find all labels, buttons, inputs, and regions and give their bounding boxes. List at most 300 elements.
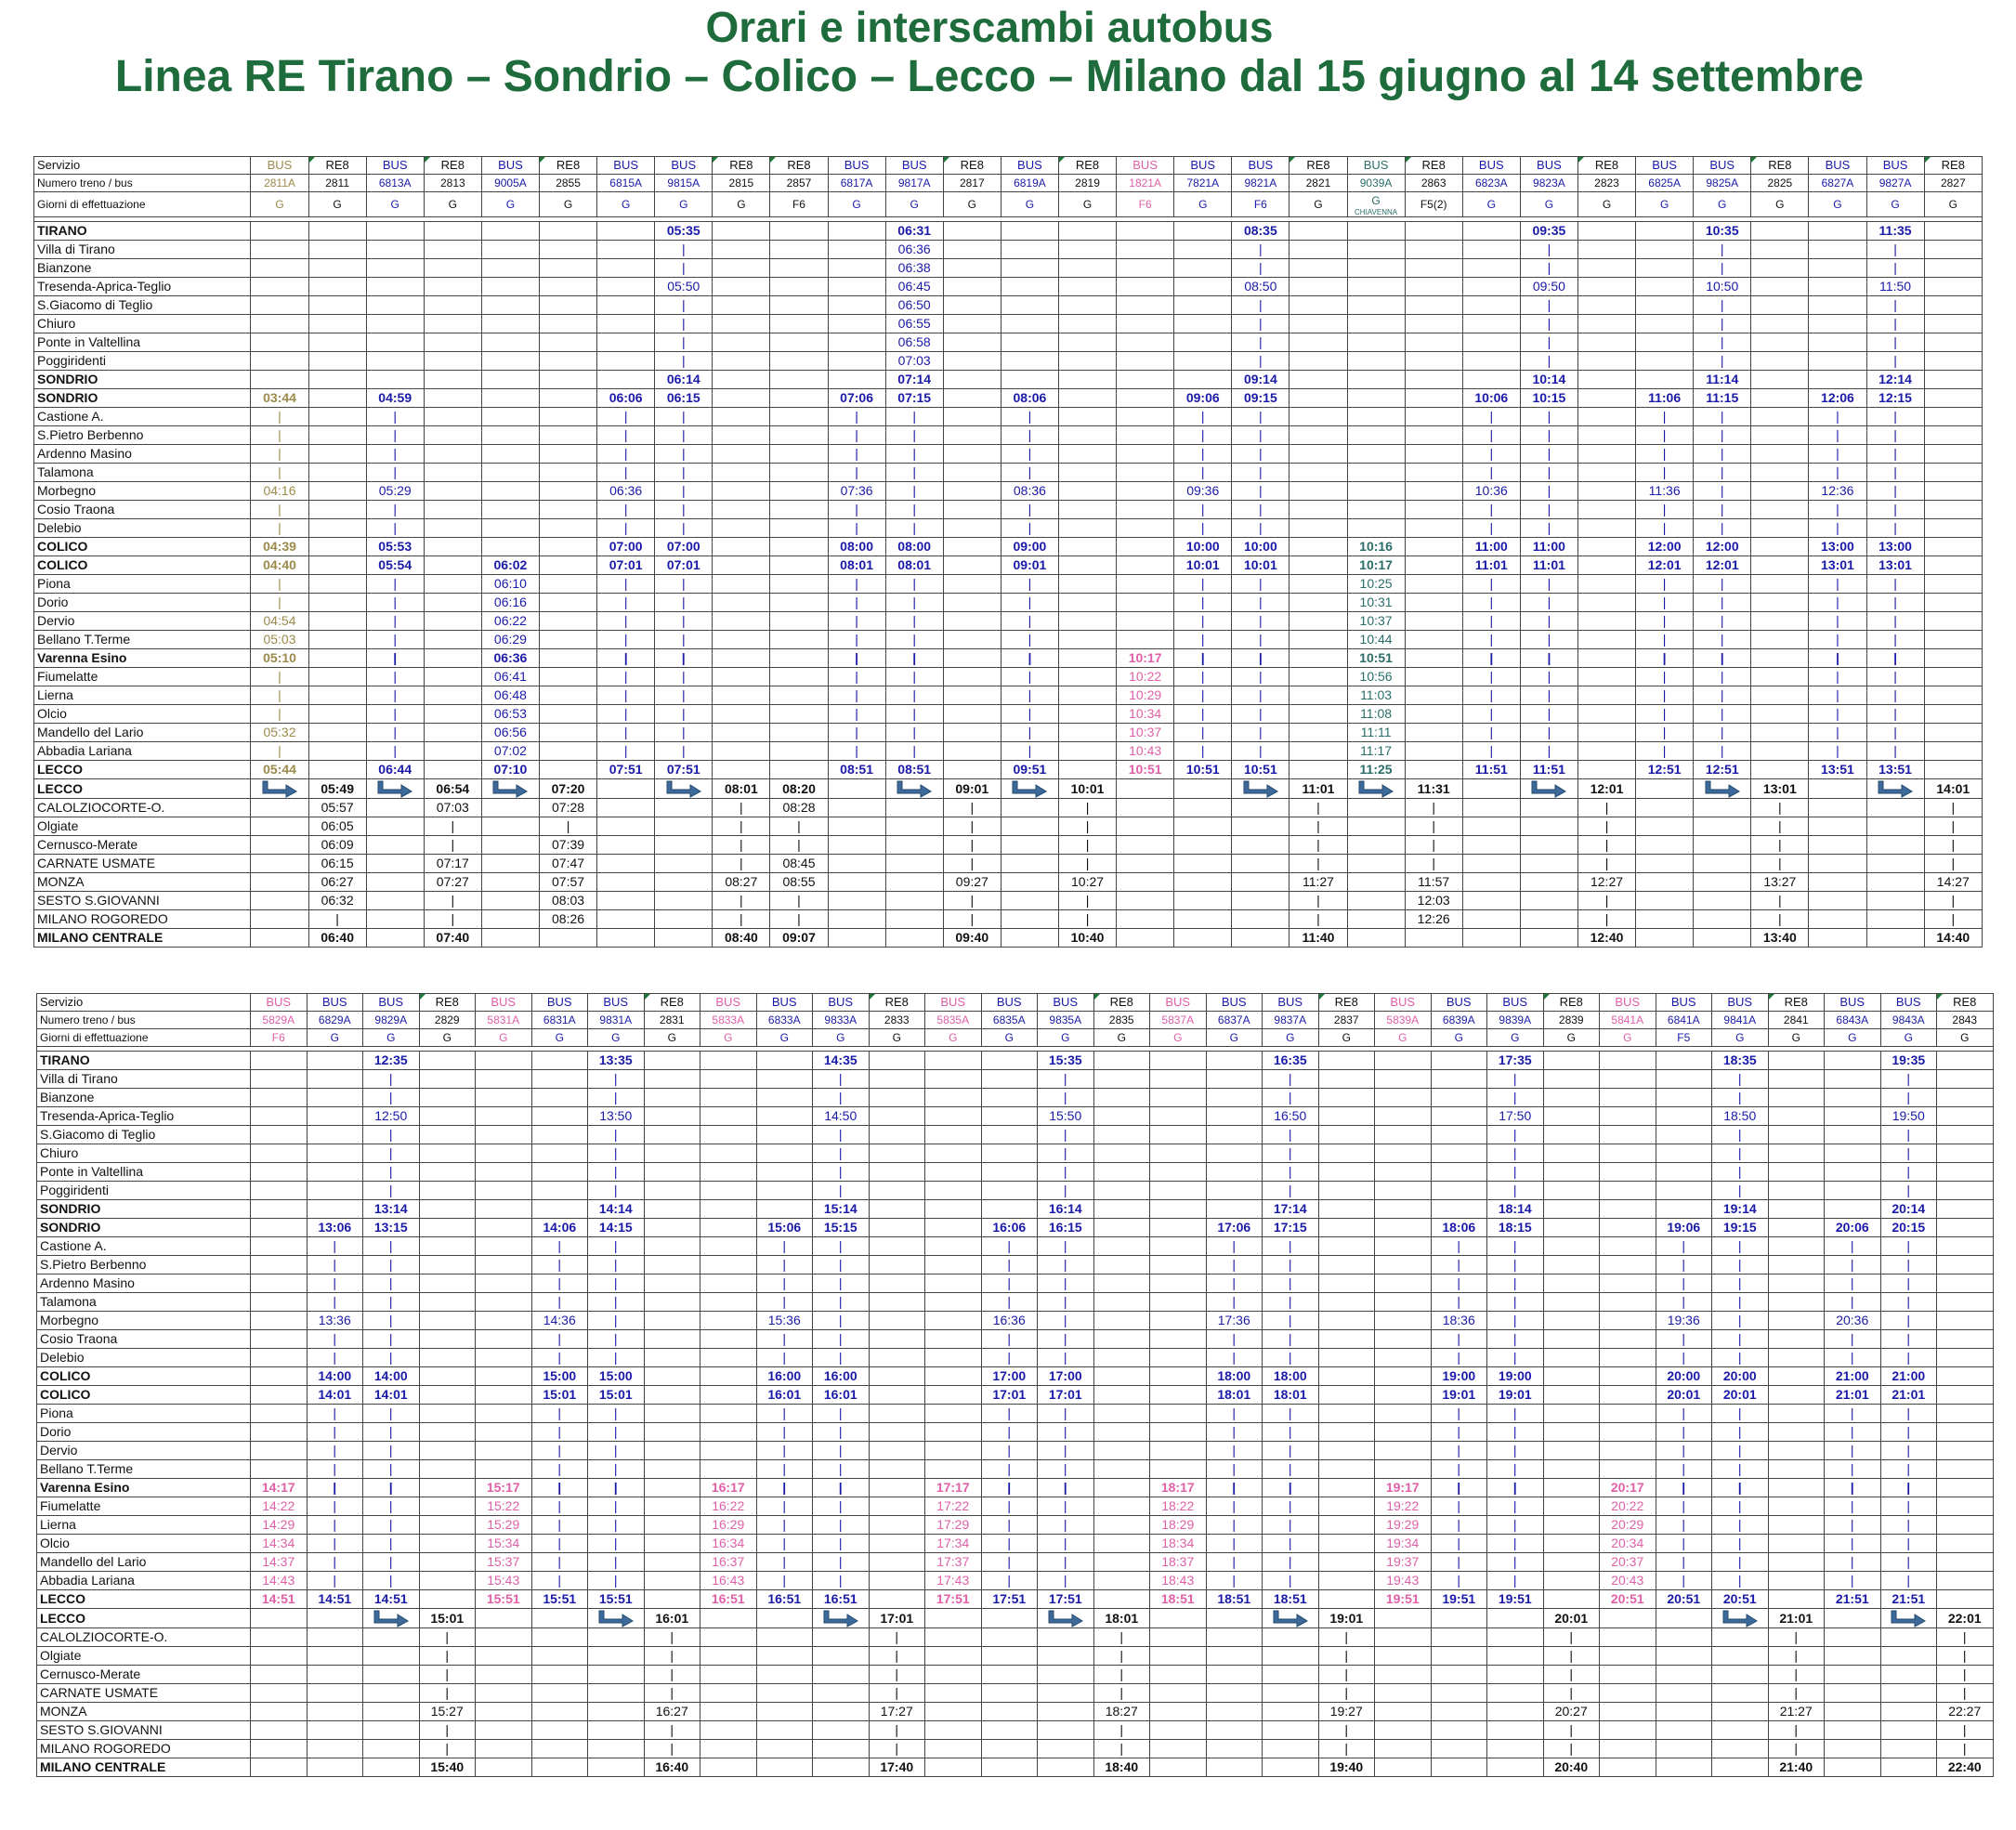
header-cell xyxy=(1405,175,1462,192)
time-cell xyxy=(1768,1200,1825,1219)
time-cell: 09:00 xyxy=(1001,538,1058,556)
header-value: BUS xyxy=(828,995,854,1009)
time-cell: 11:51 xyxy=(1462,761,1520,779)
header-cell xyxy=(1825,1012,1881,1029)
time-cell: | xyxy=(713,799,770,817)
time-cell xyxy=(1206,1089,1263,1107)
time-cell xyxy=(476,1330,532,1349)
time-cell: | xyxy=(756,1293,813,1312)
time-cell: | xyxy=(813,1089,870,1107)
time-cell xyxy=(251,1628,308,1647)
time-cell xyxy=(943,464,1001,482)
time-cell xyxy=(1117,501,1174,519)
time-cell: | xyxy=(1880,1349,1937,1367)
time-cell: | xyxy=(597,445,655,464)
station-name: CARNATE USMATE xyxy=(37,1684,251,1703)
time-cell xyxy=(770,445,828,464)
time-cell xyxy=(1150,1442,1207,1460)
time-cell xyxy=(1206,1163,1263,1182)
time-cell xyxy=(1577,241,1635,259)
time-cell: 06:15 xyxy=(655,389,713,408)
time-cell: 17:37 xyxy=(925,1553,982,1572)
time-cell xyxy=(597,222,655,241)
time-cell xyxy=(1543,1423,1600,1442)
time-cell: 08:40 xyxy=(713,929,770,948)
time-cell xyxy=(539,705,596,724)
time-cell xyxy=(770,333,828,352)
time-cell xyxy=(1924,389,1982,408)
time-cell: 19:50 xyxy=(1880,1107,1937,1126)
time-cell xyxy=(1520,855,1577,873)
time-cell xyxy=(1058,724,1116,742)
time-cell xyxy=(770,464,828,482)
header-value: RE8 xyxy=(440,158,465,172)
time-cell: | xyxy=(1866,408,1924,426)
header-value: 9835A xyxy=(1049,1013,1082,1026)
station-name: Dorio xyxy=(37,1423,251,1442)
time-cell: | xyxy=(1058,892,1116,910)
station-row xyxy=(34,855,1983,873)
header-cell xyxy=(363,1012,420,1029)
time-cell: | xyxy=(1431,1349,1487,1367)
time-cell xyxy=(476,1070,532,1089)
time-cell: 06:14 xyxy=(655,371,713,389)
time-cell xyxy=(1405,538,1462,556)
time-cell xyxy=(481,892,539,910)
time-cell xyxy=(655,855,713,873)
time-cell: | xyxy=(1712,1460,1769,1479)
time-cell xyxy=(869,1479,925,1497)
time-cell xyxy=(363,1703,420,1721)
time-cell xyxy=(1117,482,1174,501)
time-cell xyxy=(1462,278,1520,296)
time-cell xyxy=(1318,1535,1375,1553)
time-cell: 14:00 xyxy=(307,1367,363,1386)
header-value: G xyxy=(1061,1031,1070,1044)
time-cell: 12:51 xyxy=(1636,761,1694,779)
time-cell xyxy=(1577,686,1635,705)
station-name: Delebio xyxy=(34,519,251,538)
time-cell xyxy=(1694,799,1751,817)
time-cell: | xyxy=(1866,464,1924,482)
time-cell xyxy=(925,1367,982,1386)
station-row xyxy=(37,1721,1994,1740)
time-cell xyxy=(644,1182,700,1200)
time-cell: | xyxy=(1487,1349,1544,1367)
time-cell: | xyxy=(1405,799,1462,817)
time-cell: 04:40 xyxy=(251,556,308,575)
connection-arrow-icon xyxy=(1010,779,1049,798)
time-cell xyxy=(1924,333,1982,352)
header-cell xyxy=(307,994,363,1012)
header-cell xyxy=(1117,157,1174,175)
time-cell: | xyxy=(770,836,828,855)
time-cell: | xyxy=(588,1349,645,1367)
time-cell xyxy=(251,1349,308,1367)
time-cell: | xyxy=(588,1572,645,1590)
time-cell xyxy=(308,445,366,464)
time-cell xyxy=(1768,1089,1825,1107)
header-cell xyxy=(1751,157,1809,175)
time-cell xyxy=(1543,1497,1600,1516)
header-cell xyxy=(251,157,308,175)
time-cell: | xyxy=(307,1405,363,1423)
header-value: BUS xyxy=(1363,158,1389,172)
time-cell xyxy=(1543,1460,1600,1479)
time-cell xyxy=(925,1144,982,1163)
header-cell xyxy=(756,1029,813,1047)
time-cell: | xyxy=(770,910,828,929)
station-name: Lierna xyxy=(37,1516,251,1535)
time-cell: 10:35 xyxy=(1694,222,1751,241)
time-cell xyxy=(925,1274,982,1293)
time-cell: 20:51 xyxy=(1712,1590,1769,1609)
station-row xyxy=(34,556,1983,575)
time-cell: | xyxy=(756,1442,813,1460)
station-name: Chiuro xyxy=(34,315,251,333)
time-cell xyxy=(700,1256,757,1274)
time-cell xyxy=(1462,371,1520,389)
time-cell xyxy=(1751,222,1809,241)
time-cell: | xyxy=(531,1516,588,1535)
time-cell xyxy=(363,1628,420,1647)
time-cell xyxy=(1058,241,1116,259)
time-cell xyxy=(700,1293,757,1312)
time-cell xyxy=(700,1628,757,1647)
time-cell: | xyxy=(1038,1553,1094,1572)
time-cell: 19:01 xyxy=(1318,1609,1375,1628)
time-cell xyxy=(1347,426,1405,445)
time-cell: | xyxy=(366,705,424,724)
time-cell xyxy=(1543,1442,1600,1460)
time-cell xyxy=(1318,1442,1375,1460)
time-cell xyxy=(700,1219,757,1237)
header-value: RE8 xyxy=(1784,995,1808,1009)
time-cell xyxy=(1656,1684,1712,1703)
time-cell: 06:31 xyxy=(885,222,943,241)
time-cell: 11:11 xyxy=(1347,724,1405,742)
time-cell: 15:34 xyxy=(476,1535,532,1553)
time-cell xyxy=(1405,761,1462,779)
time-cell xyxy=(1937,1349,1994,1367)
time-cell xyxy=(531,1647,588,1666)
time-cell xyxy=(1577,631,1635,649)
time-cell: | xyxy=(588,1089,645,1107)
time-cell: | xyxy=(1058,836,1116,855)
header-value: G xyxy=(1229,1031,1238,1044)
time-cell xyxy=(644,1386,700,1405)
header-value: 2855 xyxy=(556,176,581,190)
time-cell: | xyxy=(1543,1647,1600,1666)
time-cell xyxy=(476,1349,532,1367)
time-cell xyxy=(1487,1647,1544,1666)
time-cell xyxy=(1174,817,1232,836)
time-cell xyxy=(597,333,655,352)
time-cell: | xyxy=(366,575,424,594)
time-cell xyxy=(251,1721,308,1740)
time-cell: | xyxy=(1712,1312,1769,1330)
time-cell xyxy=(943,631,1001,649)
header-value: 2841 xyxy=(1783,1013,1809,1026)
time-cell xyxy=(1347,259,1405,278)
station-row xyxy=(34,742,1983,761)
time-cell: | xyxy=(1206,1479,1263,1497)
time-cell xyxy=(251,1237,308,1256)
time-cell: 18:51 xyxy=(1206,1590,1263,1609)
header-row xyxy=(37,1029,1994,1047)
time-cell xyxy=(1636,259,1694,278)
time-cell xyxy=(476,1200,532,1219)
time-cell: | xyxy=(655,426,713,445)
time-cell: | xyxy=(597,742,655,761)
time-cell xyxy=(307,1647,363,1666)
header-value: 6837A xyxy=(1217,1013,1250,1026)
time-cell: | xyxy=(756,1274,813,1293)
time-cell xyxy=(363,1684,420,1703)
time-cell xyxy=(1751,724,1809,742)
time-cell: 16:51 xyxy=(700,1590,757,1609)
time-cell xyxy=(1577,742,1635,761)
time-cell xyxy=(424,296,481,315)
time-cell xyxy=(476,1647,532,1666)
time-cell: | xyxy=(424,892,481,910)
header-value: 9831A xyxy=(599,1013,633,1026)
time-cell: 11:01 xyxy=(1462,556,1520,575)
time-cell xyxy=(770,501,828,519)
time-cell xyxy=(756,1703,813,1721)
header-cell xyxy=(943,175,1001,192)
time-cell: | xyxy=(981,1274,1038,1293)
header-value: 2833 xyxy=(884,1013,910,1026)
time-cell: 10:31 xyxy=(1347,594,1405,612)
time-cell: | xyxy=(419,1666,476,1684)
time-cell: | xyxy=(1768,1647,1825,1666)
header-value: G xyxy=(390,198,399,211)
header-value: BUS xyxy=(1053,995,1079,1009)
time-cell xyxy=(1405,594,1462,612)
time-cell xyxy=(943,315,1001,333)
time-cell xyxy=(1058,408,1116,426)
header-value: G xyxy=(1659,198,1669,211)
time-cell xyxy=(476,1666,532,1684)
time-cell: | xyxy=(363,1126,420,1144)
time-cell xyxy=(1117,873,1174,892)
time-cell xyxy=(1174,910,1232,929)
time-cell xyxy=(531,1628,588,1647)
time-cell: | xyxy=(869,1647,925,1666)
time-cell: | xyxy=(251,445,308,464)
time-cell xyxy=(869,1144,925,1163)
header-value: RE8 xyxy=(1768,158,1792,172)
time-cell: | xyxy=(813,1293,870,1312)
time-cell: | xyxy=(597,686,655,705)
time-cell xyxy=(943,278,1001,296)
time-cell: | xyxy=(251,686,308,705)
time-cell: 09:27 xyxy=(943,873,1001,892)
time-cell: | xyxy=(1058,910,1116,929)
time-cell: 10:01 xyxy=(1058,779,1116,799)
time-cell xyxy=(1289,594,1347,612)
time-cell xyxy=(1347,482,1405,501)
time-cell: | xyxy=(363,1442,420,1460)
time-cell: 19:00 xyxy=(1431,1367,1487,1386)
time-cell: | xyxy=(1880,1479,1937,1497)
header-value: 2811 xyxy=(325,176,349,190)
time-cell xyxy=(476,1144,532,1163)
time-cell xyxy=(644,1590,700,1609)
time-cell xyxy=(1880,1666,1937,1684)
time-cell: | xyxy=(1656,1237,1712,1256)
time-cell xyxy=(1174,315,1232,333)
time-cell: | xyxy=(828,445,885,464)
time-cell xyxy=(1375,1666,1432,1684)
time-cell: | xyxy=(363,1572,420,1590)
time-cell: 16:51 xyxy=(756,1590,813,1609)
time-cell xyxy=(925,1293,982,1312)
header-value: G xyxy=(1791,1031,1800,1044)
time-cell xyxy=(424,594,481,612)
time-cell xyxy=(1751,686,1809,705)
time-cell xyxy=(1117,929,1174,948)
time-cell xyxy=(597,892,655,910)
time-cell xyxy=(1001,799,1058,817)
station-row xyxy=(34,799,1983,817)
header-cell xyxy=(813,1012,870,1029)
time-cell xyxy=(419,1182,476,1200)
time-cell: | xyxy=(1866,333,1924,352)
time-cell xyxy=(539,556,596,575)
time-cell xyxy=(828,296,885,315)
time-cell: | xyxy=(885,445,943,464)
time-cell: 18:29 xyxy=(1150,1516,1207,1535)
time-cell: | xyxy=(644,1684,700,1703)
time-cell xyxy=(1058,649,1116,668)
time-cell: 20:06 xyxy=(1825,1219,1881,1237)
station-name: Cosio Traona xyxy=(37,1330,251,1349)
time-cell xyxy=(644,1219,700,1237)
time-cell: 16:27 xyxy=(644,1703,700,1721)
time-cell xyxy=(770,222,828,241)
time-cell xyxy=(1289,464,1347,482)
header-value: G xyxy=(1454,1031,1463,1044)
time-cell xyxy=(251,910,308,929)
time-cell: | xyxy=(366,649,424,668)
time-cell xyxy=(366,836,424,855)
time-cell xyxy=(885,892,943,910)
time-cell: 16:17 xyxy=(700,1479,757,1497)
time-cell: | xyxy=(885,482,943,501)
time-cell xyxy=(1712,1666,1769,1684)
time-cell: | xyxy=(813,1330,870,1349)
station-name: Mandello del Lario xyxy=(34,724,251,742)
time-cell: 06:54 xyxy=(424,779,481,799)
time-cell xyxy=(885,779,943,799)
time-cell: | xyxy=(756,1572,813,1590)
time-cell xyxy=(251,1758,308,1777)
time-cell: | xyxy=(419,1628,476,1647)
time-cell xyxy=(1751,352,1809,371)
time-cell xyxy=(1809,779,1866,799)
time-cell xyxy=(869,1349,925,1367)
time-cell: | xyxy=(813,1497,870,1516)
time-cell: | xyxy=(1825,1572,1881,1590)
header-value: G xyxy=(910,198,919,211)
time-cell xyxy=(813,1721,870,1740)
time-cell: | xyxy=(1712,1330,1769,1349)
time-cell xyxy=(943,408,1001,426)
time-cell: | xyxy=(1712,1293,1769,1312)
header-cell xyxy=(307,1012,363,1029)
header-cell xyxy=(713,175,770,192)
time-cell: | xyxy=(828,612,885,631)
header-cell xyxy=(476,1012,532,1029)
time-cell xyxy=(943,426,1001,445)
time-cell xyxy=(251,278,308,296)
time-cell xyxy=(539,426,596,445)
time-cell: | xyxy=(1751,910,1809,929)
header-cell xyxy=(1058,175,1116,192)
time-cell xyxy=(1924,705,1982,724)
time-cell xyxy=(1937,1293,1994,1312)
time-cell xyxy=(481,799,539,817)
header-value: G xyxy=(442,1031,452,1044)
time-cell xyxy=(539,501,596,519)
time-cell xyxy=(1232,799,1289,817)
time-cell: | xyxy=(1656,1516,1712,1535)
time-cell: 14:29 xyxy=(251,1516,308,1535)
time-cell xyxy=(424,538,481,556)
time-cell xyxy=(1405,426,1462,445)
time-cell: 18:01 xyxy=(1206,1386,1263,1405)
header-value: BUS xyxy=(901,158,927,172)
time-cell: | xyxy=(1694,482,1751,501)
time-cell xyxy=(1289,333,1347,352)
time-cell: 10:25 xyxy=(1347,575,1405,594)
time-cell xyxy=(481,501,539,519)
time-cell xyxy=(1520,910,1577,929)
time-cell: | xyxy=(813,1349,870,1367)
station-row xyxy=(37,1200,1994,1219)
time-cell: | xyxy=(363,1497,420,1516)
time-cell: 15:01 xyxy=(588,1386,645,1405)
time-cell xyxy=(713,371,770,389)
header-cell xyxy=(828,192,885,217)
header-value: RE8 xyxy=(787,158,811,172)
station-name: LECCO xyxy=(37,1590,251,1609)
header-label: Numero treno / bus xyxy=(37,1012,251,1029)
time-cell xyxy=(481,836,539,855)
time-cell: | xyxy=(1694,445,1751,464)
header-value: RE8 xyxy=(1953,995,1977,1009)
time-cell: | xyxy=(869,1628,925,1647)
time-cell: 10:51 xyxy=(1232,761,1289,779)
time-cell: | xyxy=(1880,1516,1937,1535)
time-cell: 18:51 xyxy=(1263,1590,1319,1609)
time-cell xyxy=(1751,296,1809,315)
time-cell xyxy=(251,892,308,910)
header-cell xyxy=(828,175,885,192)
time-cell xyxy=(251,836,308,855)
header-cell xyxy=(655,192,713,217)
time-cell xyxy=(813,1666,870,1684)
time-cell xyxy=(981,1126,1038,1144)
time-cell xyxy=(1937,1590,1994,1609)
time-cell xyxy=(424,761,481,779)
time-cell xyxy=(1001,873,1058,892)
time-cell: 12:26 xyxy=(1405,910,1462,929)
time-cell: | xyxy=(756,1256,813,1274)
header-value: G xyxy=(1948,198,1957,211)
